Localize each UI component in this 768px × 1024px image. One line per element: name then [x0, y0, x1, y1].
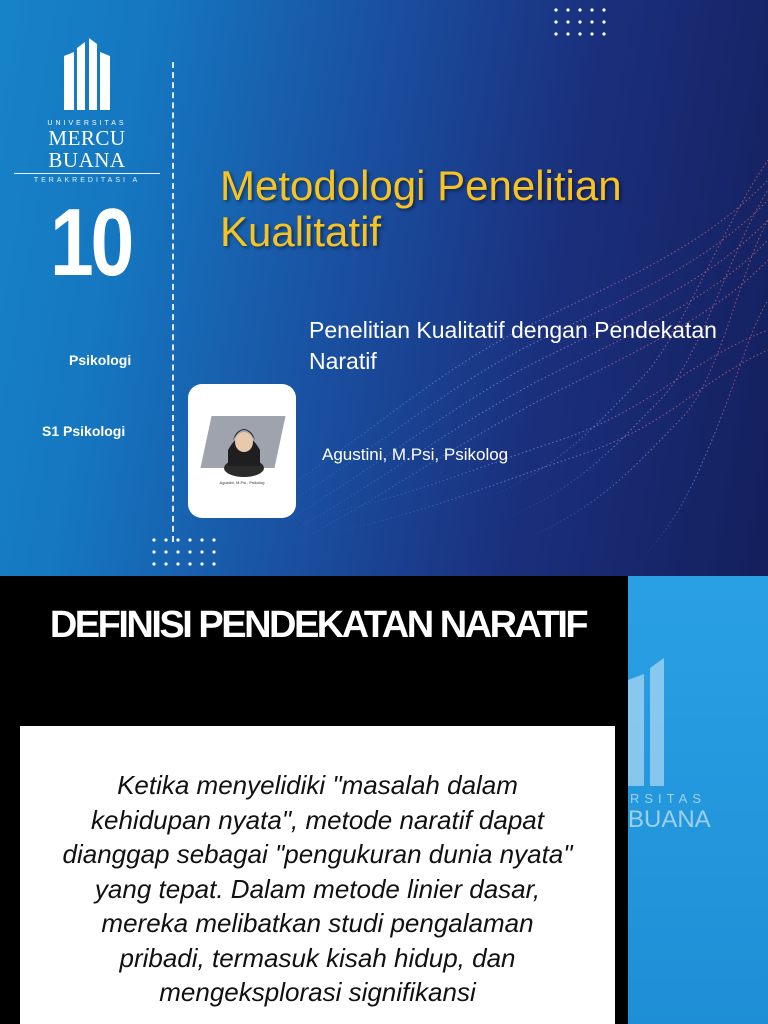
- vertical-dashed-divider: [172, 62, 174, 542]
- university-logo: [14, 38, 160, 184]
- dot-grid-decoration: [554, 8, 616, 38]
- author-name: Agustini, M.Psi, Psikolog: [322, 445, 509, 464]
- university-emblem-icon: [60, 38, 114, 112]
- side-brand-panel: [628, 576, 768, 1024]
- photo-caption: Agustini, M.Psi., Psikolog: [219, 480, 265, 485]
- side-logo-university-label: RSITAS: [630, 791, 706, 806]
- module-number: 10: [50, 189, 132, 296]
- logo-university-label: UNIVERSITAS: [47, 120, 127, 127]
- slide-title: Metodologi Penelitian Kualitatif: [220, 162, 622, 255]
- definition-text-box: [20, 726, 615, 1024]
- definition-body: Ketika menyelidiki "masalah dalam kehidupan nyata", metode naratif dapat dianggap sebagai "pengukuran dunia nyata" yang tepat. Dalam metode linier dasar, mereka melibatkan studi pengalaman pribadi, termasuk kisah hidup, dan mengeksplorasi signifikansi: [62, 770, 573, 1007]
- logo-divider: [14, 173, 160, 174]
- logo-accreditation: TERAKREDITASI A: [33, 177, 141, 184]
- author-photo-card: [188, 384, 296, 518]
- definition-slide: [0, 576, 768, 1024]
- department-label: Psikologi: [69, 352, 132, 368]
- side-logo-name: BUANA: [628, 806, 711, 833]
- slide-subtitle: Penelitian Kualitatif dengan Pendekatan Naratif: [309, 317, 717, 374]
- definition-title: DEFINISI PENDEKATAN NARATIF: [49, 604, 587, 646]
- logo-name: MERCU BUANA: [48, 126, 126, 172]
- dot-grid-decoration-bottom: [152, 538, 218, 576]
- university-emblem-icon-large: [628, 656, 768, 796]
- author-portrait-icon: [188, 384, 296, 484]
- program-label: S1 Psikologi: [42, 423, 126, 439]
